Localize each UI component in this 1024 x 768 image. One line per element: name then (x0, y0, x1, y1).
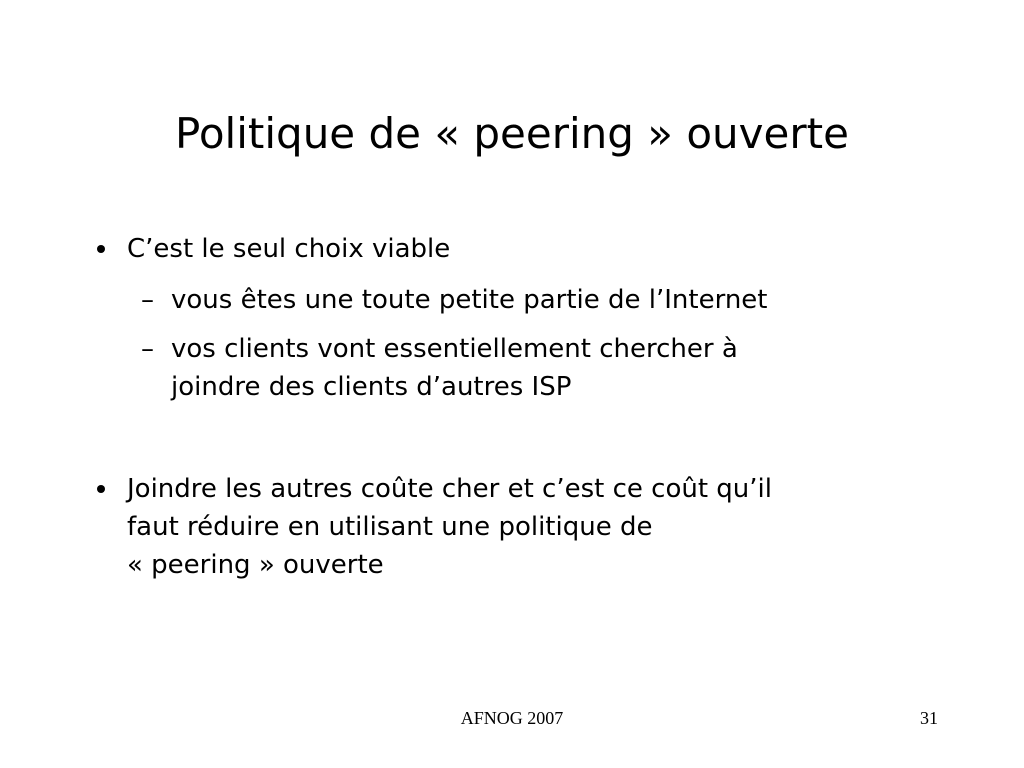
sub-bullet-text: vous êtes une toute petite partie de l’Internet (171, 285, 768, 315)
bullet-dot-icon (97, 245, 105, 253)
bullet-text: C’est le seul choix viable (127, 234, 451, 264)
sub-bullet-item (141, 330, 738, 406)
bullet-text-line: « peering » ouverte (127, 550, 384, 580)
page-number: 31 (920, 708, 938, 728)
slide-title: Politique de « peering » ouverte (175, 109, 849, 158)
bullet-item (127, 470, 772, 584)
bullet-text-line: faut réduire en utilisant une politique de (127, 512, 653, 542)
dash-icon: – (141, 285, 154, 315)
bullet-item (127, 230, 450, 268)
footer-text: AFNOG 2007 (460, 708, 564, 728)
bullet-dot-icon (97, 485, 105, 493)
dash-icon: – (141, 334, 154, 364)
bullet-text-line: Joindre les autres coûte cher et c’est ce coût qu’il (127, 474, 772, 504)
sub-bullet-text-line: vos clients vont essentiellement chercher à (171, 334, 738, 364)
sub-bullet-text-line: joindre des clients d’autres ISP (171, 372, 572, 402)
sub-bullet-item (141, 281, 768, 319)
